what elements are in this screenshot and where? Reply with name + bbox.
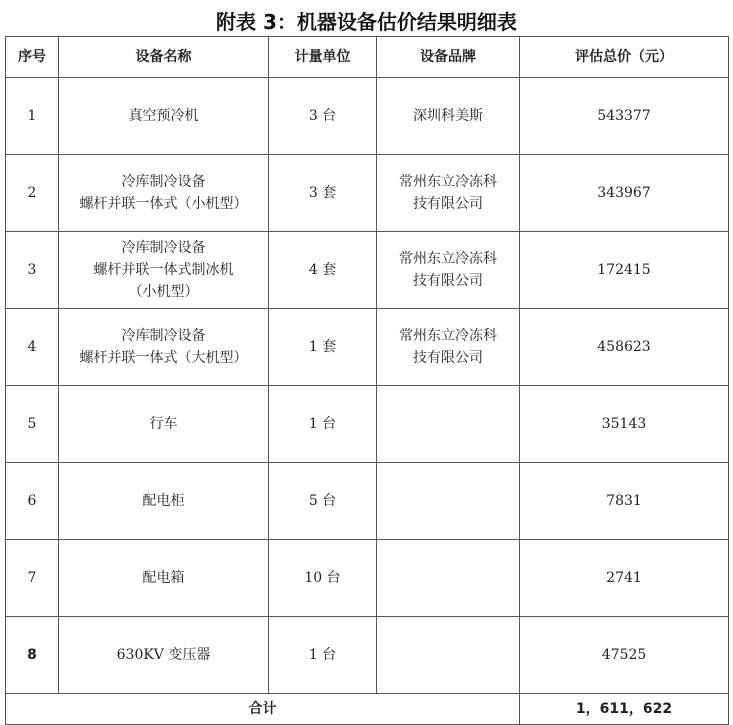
- equipment-valuation-table: [5, 36, 729, 725]
- row-unit: 5 台: [269, 463, 377, 540]
- row-name-line: 螺杆并联一体式（大机型）: [79, 350, 248, 366]
- document-title: 附表 3：机器设备估价结果明细表: [216, 10, 517, 34]
- table-row: [6, 232, 729, 309]
- row-name: [59, 78, 269, 155]
- row-price: 543377: [520, 78, 729, 155]
- row-name-line: 配电柜: [142, 493, 185, 509]
- row-price: 343967: [520, 155, 729, 232]
- row-brand: [377, 78, 520, 155]
- row-price: 172415: [520, 232, 729, 309]
- row-name: [59, 386, 269, 463]
- row-name: [59, 155, 269, 232]
- row-unit: 3 套: [269, 155, 377, 232]
- header-price: 评估总价（元）: [520, 37, 729, 78]
- row-name-line: 冷库制冷设备: [121, 174, 206, 190]
- row-name: [59, 232, 269, 309]
- row-unit: 1 台: [269, 386, 377, 463]
- row-unit: 10 台: [269, 540, 377, 617]
- row-no: 2: [6, 155, 59, 232]
- row-price: 2741: [520, 540, 729, 617]
- row-brand: [377, 617, 520, 694]
- row-no: 5: [6, 386, 59, 463]
- row-brand-line: 技有限公司: [413, 196, 483, 212]
- row-name-line: 配电箱: [142, 570, 185, 586]
- row-price: 458623: [520, 309, 729, 386]
- row-no: 7: [6, 540, 59, 617]
- table-row: [6, 463, 729, 540]
- row-unit: 4 套: [269, 232, 377, 309]
- row-name-line: 630KV 变压器: [116, 647, 211, 663]
- row-brand: [377, 463, 520, 540]
- row-brand-line: 技有限公司: [413, 273, 483, 289]
- row-brand: [377, 309, 520, 386]
- table-row: [6, 386, 729, 463]
- row-price: 47525: [520, 617, 729, 694]
- row-brand-line: 常州东立冷冻科: [399, 174, 497, 190]
- header-brand: 设备品牌: [377, 37, 520, 78]
- header-no: 序号: [6, 37, 59, 78]
- row-no: 1: [6, 78, 59, 155]
- row-no: 6: [6, 463, 59, 540]
- row-brand-line: 常州东立冷冻科: [399, 251, 497, 267]
- row-brand: [377, 155, 520, 232]
- table-row: [6, 540, 729, 617]
- row-unit: 3 台: [269, 78, 377, 155]
- row-no: 3: [6, 232, 59, 309]
- row-price: 7831: [520, 463, 729, 540]
- table-row: [6, 309, 729, 386]
- row-name-line: 螺杆并联一体式制冰机: [93, 262, 234, 278]
- row-name: [59, 540, 269, 617]
- row-name: [59, 617, 269, 694]
- row-name-line: 行车: [149, 416, 178, 432]
- row-no: 8: [6, 617, 59, 694]
- row-brand-line: 深圳科美斯: [413, 108, 483, 124]
- row-name-line: 螺杆并联一体式（小机型）: [79, 196, 248, 212]
- row-no: 4: [6, 309, 59, 386]
- header-unit: 计量单位: [269, 37, 377, 78]
- row-brand-line: 技有限公司: [413, 350, 483, 366]
- row-name: [59, 309, 269, 386]
- row-name: [59, 463, 269, 540]
- row-name-line: 冷库制冷设备: [121, 240, 206, 256]
- row-price: 35143: [520, 386, 729, 463]
- total-value: 1，611，622: [520, 694, 729, 725]
- total-row: [6, 694, 729, 725]
- table-row: [6, 617, 729, 694]
- total-label: 合计: [6, 694, 520, 725]
- row-unit: 1 台: [269, 617, 377, 694]
- row-brand-line: 常州东立冷冻科: [399, 328, 497, 344]
- row-unit: 1 套: [269, 309, 377, 386]
- row-name-line: 真空预冷机: [128, 108, 199, 124]
- row-brand: [377, 386, 520, 463]
- table-row: [6, 155, 729, 232]
- table-body: [6, 78, 729, 694]
- row-name-line: （小机型）: [128, 284, 199, 300]
- header-name: 设备名称: [59, 37, 269, 78]
- row-name-line: 冷库制冷设备: [121, 328, 206, 344]
- row-brand: [377, 232, 520, 309]
- table-row: [6, 78, 729, 155]
- row-brand: [377, 540, 520, 617]
- table-header-row: [6, 37, 729, 78]
